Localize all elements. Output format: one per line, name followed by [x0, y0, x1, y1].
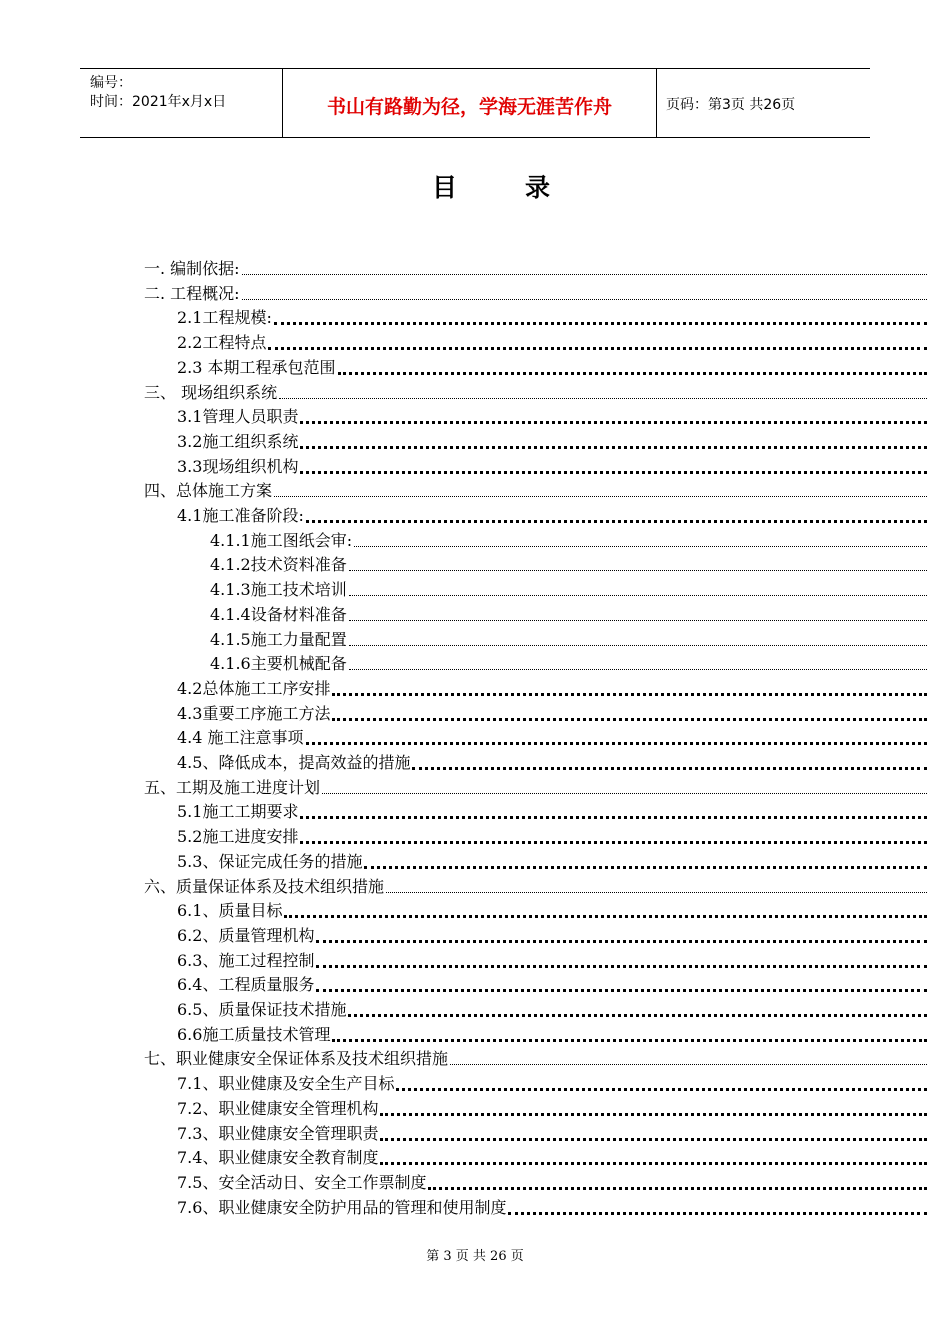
toc-dot-leader	[332, 1039, 927, 1042]
toc-entry[interactable]	[177, 1096, 927, 1120]
toc-entry-text: 4.1.3施工技术培训	[210, 580, 347, 599]
toc-entry[interactable]	[177, 750, 927, 774]
toc-entry[interactable]	[210, 627, 927, 651]
toc-dot-leader	[274, 322, 927, 325]
toc-dot-leader	[364, 866, 927, 869]
toc-entry[interactable]	[177, 1170, 927, 1194]
toc-dot-leader	[349, 669, 927, 670]
toc-entry-text: 4.5、降低成本，提高效益的措施	[177, 753, 411, 772]
toc-dot-leader	[284, 915, 927, 918]
toc-entry-text: 4.4 施工注意事项	[177, 728, 304, 747]
toc-entry[interactable]	[177, 1121, 927, 1145]
toc-entry-text: 四、总体施工方案	[144, 481, 273, 500]
toc-entry-text: 6.3、施工过程控制	[177, 951, 315, 970]
toc-dot-leader	[242, 274, 927, 275]
toc-dot-leader	[300, 816, 927, 819]
toc-entry[interactable]	[177, 923, 927, 947]
toc-entry-text: 3.1管理人员职责	[177, 407, 299, 426]
toc-dot-leader	[338, 372, 927, 375]
toc-entry-text: 4.1施工准备阶段:	[177, 506, 304, 525]
toc-entry-text: 4.1.6主要机械配备	[210, 654, 347, 673]
toc-entry[interactable]	[177, 503, 927, 527]
toc-entry-text: 4.1.1施工图纸会审:	[210, 531, 353, 550]
toc-entry-text: 4.1.5施工力量配置	[210, 630, 347, 649]
toc-entry[interactable]	[177, 898, 927, 922]
toc-entry[interactable]	[144, 874, 927, 898]
toc-entry[interactable]	[177, 1195, 927, 1219]
toc-entry[interactable]	[177, 330, 927, 354]
toc-entry-text: 6.1、质量目标	[177, 901, 283, 920]
toc-entry-text: 一. 编制依据:	[144, 259, 240, 278]
toc-entry[interactable]	[177, 1022, 927, 1046]
toc-entry[interactable]	[144, 380, 927, 404]
toc-entry-text: 6.6施工质量技术管理	[177, 1025, 331, 1044]
toc-entry-text: 3.2施工组织系统	[177, 432, 299, 451]
toc-entry[interactable]	[177, 824, 927, 848]
toc-dot-leader	[279, 398, 927, 399]
page-header	[80, 68, 870, 138]
toc-dot-leader	[306, 742, 927, 745]
toc-entry[interactable]	[210, 651, 927, 675]
toc-dot-leader	[268, 347, 927, 350]
toc-dot-leader	[300, 841, 927, 844]
toc-entry[interactable]	[177, 1071, 927, 1095]
toc-dot-leader	[242, 299, 927, 300]
toc-entry-text: 7.1、职业健康及安全生产目标	[177, 1074, 395, 1093]
document-number-label: 编号：	[90, 75, 132, 91]
toc-dot-leader	[450, 1064, 927, 1065]
toc-entry-text: 4.2总体施工工序安排	[177, 679, 331, 698]
toc-entry-text: 2.1工程规模:	[177, 308, 272, 327]
toc-dot-leader	[349, 570, 927, 571]
toc-dot-leader	[349, 645, 927, 646]
header-page-info: 页码：第3页 共26页	[666, 97, 796, 113]
toc-entry-text: 五、工期及施工进度计划	[144, 778, 321, 797]
header-center-cell	[282, 69, 657, 137]
toc-entry-text: 2.2工程特点	[177, 333, 267, 352]
toc-dot-leader	[349, 620, 927, 621]
header-motto: 书山有路勤为径，学海无涯苦作舟	[326, 96, 612, 118]
toc-entry[interactable]	[177, 454, 927, 478]
toc-entry-text: 2.3 本期工程承包范围	[177, 358, 336, 377]
toc-dot-leader	[396, 1088, 927, 1091]
toc-entry-text: 4.3重要工序施工方法	[177, 704, 331, 723]
toc-entry[interactable]	[177, 676, 927, 700]
toc-entry-text: 5.2施工进度安排	[177, 827, 299, 846]
document-date: 时间：2021年x月x日	[90, 94, 227, 110]
toc-entry-text: 6.2、质量管理机构	[177, 926, 315, 945]
toc-entry[interactable]	[144, 775, 927, 799]
toc-entry-text: 7.5、安全活动日、安全工作票制度	[177, 1173, 427, 1192]
toc-entry-text: 7.4、职业健康安全教育制度	[177, 1148, 379, 1167]
toc-entry[interactable]	[177, 404, 927, 428]
toc-entry-text: 3.3现场组织机构	[177, 457, 299, 476]
toc-entry[interactable]	[210, 602, 927, 626]
toc-entry[interactable]	[177, 948, 927, 972]
toc-dot-leader	[316, 965, 927, 968]
toc-entry[interactable]	[177, 429, 927, 453]
toc-entry-text: 4.1.4设备材料准备	[210, 605, 347, 624]
toc-dot-leader	[316, 989, 927, 992]
toc-dot-leader	[508, 1212, 927, 1215]
toc-entry[interactable]	[177, 305, 927, 329]
toc-dot-leader	[380, 1162, 927, 1165]
header-left-cell	[80, 69, 282, 137]
toc-entry-text: 六、质量保证体系及技术组织措施	[144, 877, 385, 896]
toc-dot-leader	[300, 471, 927, 474]
page-footer: 第 3 页 共 26 页	[426, 1249, 524, 1264]
toc-entry[interactable]	[177, 997, 927, 1021]
toc-entry-text: 7.6、职业健康安全防护用品的管理和使用制度	[177, 1198, 507, 1217]
header-right-cell	[656, 69, 870, 137]
toc-dot-leader	[380, 1138, 927, 1141]
toc-entry[interactable]	[177, 1145, 927, 1169]
toc-entry-text: 7.3、职业健康安全管理职责	[177, 1124, 379, 1143]
toc-entry[interactable]	[177, 799, 927, 823]
toc-dot-leader	[348, 1014, 927, 1017]
toc-dot-leader	[316, 940, 927, 943]
toc-dot-leader	[274, 496, 927, 497]
toc-entry[interactable]	[144, 478, 927, 502]
toc-entry[interactable]	[144, 256, 927, 280]
toc-entry-text: 6.4、工程质量服务	[177, 975, 315, 994]
toc-dot-leader	[349, 595, 927, 596]
toc-dot-leader	[332, 718, 927, 721]
toc-entry-text: 6.5、质量保证技术措施	[177, 1000, 347, 1019]
toc-dot-leader	[332, 693, 927, 696]
toc-entry[interactable]	[144, 281, 927, 305]
toc-entry[interactable]	[177, 355, 927, 379]
toc-entry[interactable]	[177, 701, 927, 725]
toc-dot-leader	[306, 520, 927, 523]
toc-entry[interactable]	[210, 552, 927, 576]
toc-dot-leader	[300, 421, 927, 424]
toc-entry[interactable]	[210, 528, 927, 552]
toc-dot-leader	[386, 892, 927, 893]
toc-dot-leader	[300, 446, 927, 449]
toc-dot-leader	[428, 1187, 927, 1190]
toc-entry-text: 5.1施工工期要求	[177, 802, 299, 821]
toc-entry-text: 5.3、保证完成任务的措施	[177, 852, 363, 871]
toc-entry[interactable]	[177, 972, 927, 996]
toc-dot-leader	[412, 767, 927, 770]
toc-dot-leader	[354, 546, 927, 547]
toc-dot-leader	[322, 793, 927, 794]
toc-entry[interactable]	[177, 725, 927, 749]
toc-entry-text: 二. 工程概况:	[144, 284, 240, 303]
toc-entry-text: 7.2、职业健康安全管理机构	[177, 1099, 379, 1118]
toc-entry-text: 三、 现场组织系统	[144, 383, 278, 402]
toc-entry-text: 七、职业健康安全保证体系及技术组织措施	[144, 1049, 449, 1068]
toc-entry[interactable]	[177, 849, 927, 873]
toc-entry-text: 4.1.2技术资料准备	[210, 555, 347, 574]
toc-entry[interactable]	[144, 1046, 927, 1070]
toc-dot-leader	[380, 1113, 927, 1116]
toc-entry[interactable]	[210, 577, 927, 601]
toc-title: 目录	[431, 173, 618, 202]
